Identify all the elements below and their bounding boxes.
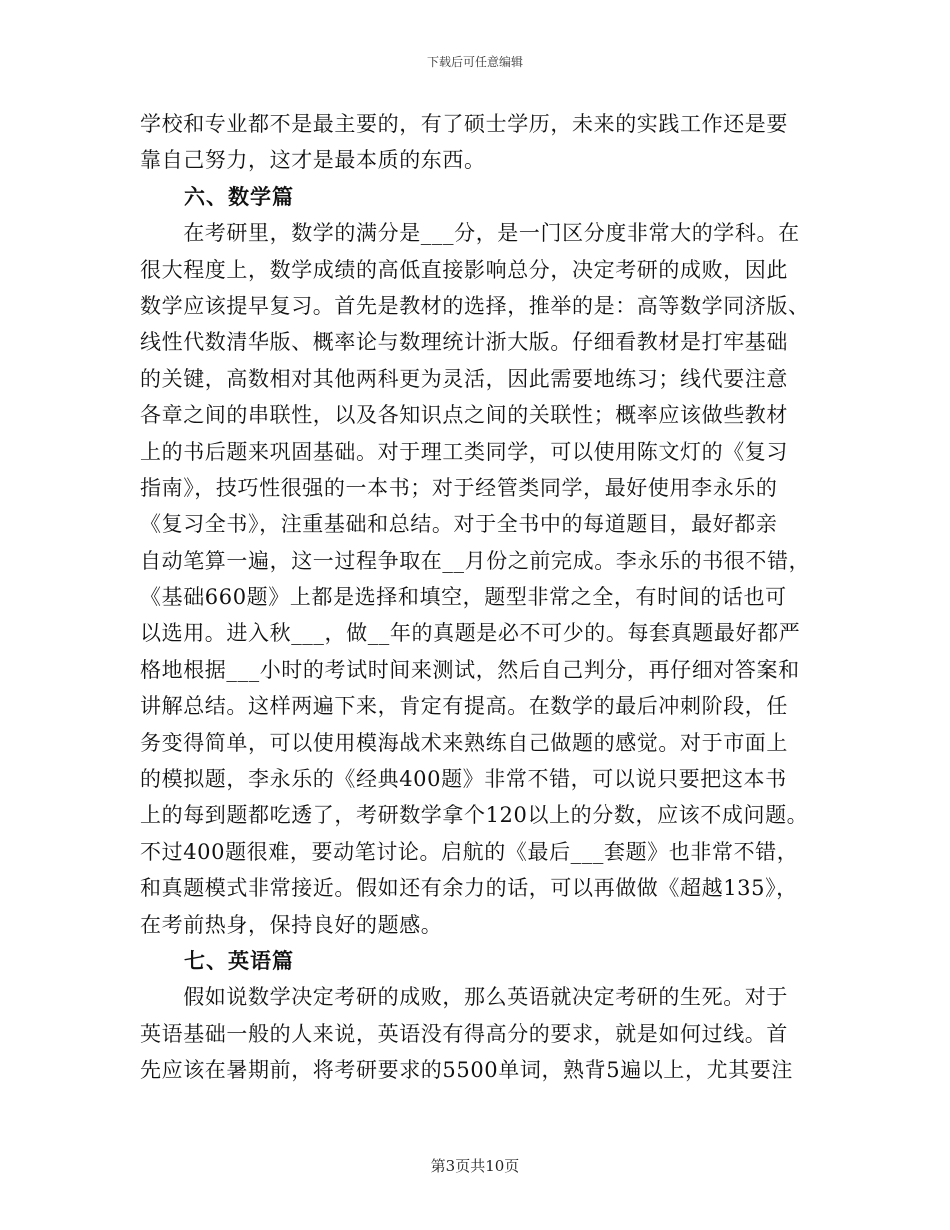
body-line: 不过400题很难，要动笔讨论。启航的《最后___套题》也非常不错， [140,839,799,864]
section-heading-math: 六、数学篇 [184,184,294,209]
body-line: 英语基础一般的人来说，英语没有得高分的要求，就是如何过线。首 [140,1021,788,1046]
body-line: 和真题模式非常接近。假如还有余力的话，可以再做做《超越135》， [140,876,798,901]
body-line: 上的每到题都吃透了，考研数学拿个120以上的分数，应该不成问题。 [140,803,809,828]
body-line: 《基础660题》上都是选择和填空，题型非常之全，有时间的话也可 [140,585,787,610]
header-note: 下载后可任意编辑 [426,55,523,69]
body-line: 在考研里，数学的满分是___分，是一门区分度非常大的学科。在 [140,221,800,246]
document-body [140,106,810,1089]
body-line: 各章之间的串联性，以及各知识点之间的关联性；概率应该做些教材 [140,403,788,428]
body-line: 务变得简单，可以使用模海战术来熟练自己做题的感觉。对于市面上 [140,730,788,755]
body-line: 以选用。进入秋___，做__年的真题是必不可少的。每套真题最好都严 [140,621,801,646]
body-line: 在考前热身，保持良好的题感。 [140,912,443,937]
body-line: 上的书后题来巩固基础。对于理工类同学，可以使用陈文灯的《复习 [140,439,788,464]
body-line: 靠自己努力，这才是最本质的东西。 [140,148,486,173]
body-line: 很大程度上，数学成绩的高低直接影响总分，决定考研的成败，因此 [140,257,788,282]
body-line: 《复习全书》，注重基础和总结。对于全书中的每道题目，最好都亲 [140,512,778,537]
body-line: 学校和专业都不是最主要的，有了硕士学历，未来的实践工作还是要 [140,112,788,136]
body-line: 数学应该提早复习。首先是教材的选择，推举的是：高等数学同济版、 [140,293,810,318]
body-line: 讲解总结。这样两遍下来，肯定有提高。在数学的最后冲刺阶段，任 [140,694,788,719]
body-line: 指南》，技巧性很强的一本书；对于经管类同学，最好使用李永乐的 [140,475,778,500]
page-number: 第3页共10页 [430,1157,520,1175]
body-line: 的关键，高数相对其他两科更为灵活，因此需要地练习；线代要注意 [140,366,788,391]
body-line: 格地根据___小时的考试时间来测试，然后自己判分，再仔细对答案和 [140,657,800,682]
section-heading-english: 七、英语篇 [184,948,294,973]
body-line: 线性代数清华版、概率论与数理统计浙大版。仔细看教材是打牢基础 [140,330,788,355]
body-line: 的模拟题，李永乐的《经典400题》非常不错，可以说只要把这本书 [140,767,787,792]
body-line: 自动笔算一遍，这一过程争取在__月份之前完成。李永乐的书很不错， [140,548,811,573]
body-line: 先应该在暑期前，将考研要求的5500单词，熟背5遍以上，尤其要注 [140,1058,794,1083]
body-line: 假如说数学决定考研的成败，那么英语就决定考研的生死。对于 [140,985,788,1010]
